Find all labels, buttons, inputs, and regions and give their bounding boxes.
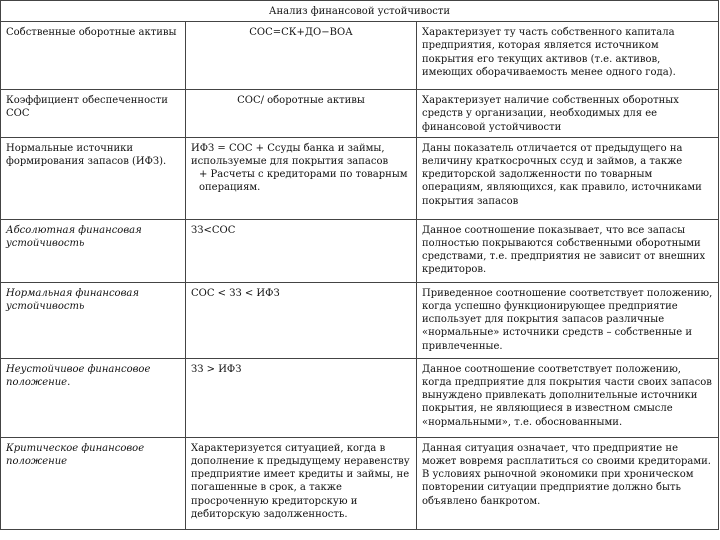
- row-formula: Характеризуется ситуацией, когда в дополнение к предыдущему неравенству предприятие имеет кредиты и займы, не погашенные в срок, а также просроченную кредиторскую и дебиторскую задолженность.: [186, 437, 417, 529]
- row-name: Нормальная финансовая устойчивость: [1, 282, 186, 358]
- row-description: Приведенное соотношение соответствует положению, когда успешно функционирующее предприятие использует для покрытия запасов различные «нормальные» источники средств – собственные и привлеченные.: [417, 282, 719, 358]
- row-description: Даны показатель отличается от предыдущего на величину краткосрочных ссуд и займов, а также кредиторской задолженности по товарным операциям, являющихся, как правило, источниками покрытия запасов: [417, 137, 719, 219]
- table-row: [1, 90, 719, 138]
- row-name: Коэффициент обеспеченности СОС: [1, 90, 186, 138]
- row-description: Данное соотношение соответствует положению, когда предприятие для покрытия части своих запасов вынуждено привлекать дополнительные источники покрытия, не являющиеся в известном смысле «нормальными», т.е. обоснованными.: [417, 358, 719, 437]
- row-description: Характеризует наличие собственных оборотных средств у организации, необходимых для ее финансовой устойчивости: [417, 90, 719, 138]
- row-name: Собственные оборотные активы: [1, 22, 186, 90]
- row-name: Нормальные источники формирования запасов (ИФЗ).: [1, 137, 186, 219]
- table-row: [1, 282, 719, 358]
- row-description: Характеризует ту часть собственного капитала предприятия, которая является источником покрытия его текущих активов (т.е. активов, имеющих оборачиваемость менее одного года).: [417, 22, 719, 90]
- row-formula: СОС=СК+ДО−ВОА: [186, 22, 417, 90]
- row-name: Критическое финансовое положение: [1, 437, 186, 529]
- row-formula: ЗЗ<СОС: [186, 219, 417, 282]
- table-row: [1, 219, 719, 282]
- row-formula: СОС < ЗЗ < ИФЗ: [186, 282, 417, 358]
- row-formula-cell: [186, 137, 417, 219]
- row-formula: ИФЗ = СОС + Ссуды банка и займы, используемые для покрытия запасов: [191, 142, 389, 168]
- row-formula-extra: + Расчеты с кредиторами по товарным операциям.: [199, 169, 408, 194]
- table-row: [1, 137, 719, 219]
- table-title-row: [1, 1, 719, 22]
- row-name: Абсолютная финансовая устойчивость: [1, 219, 186, 282]
- row-name: Неустойчивое финансовое положение.: [1, 358, 186, 437]
- row-description: Данное соотношение показывает, что все запасы полностью покрываются собственными оборотными средствами, т.е. предприятия не зависит от внешних кредиторов.: [417, 219, 719, 282]
- table-title: Анализ финансовой устойчивости: [1, 1, 719, 22]
- table-row: [1, 358, 719, 437]
- table-row: [1, 437, 719, 529]
- row-formula: СОС/ оборотные активы: [186, 90, 417, 138]
- table-row: [1, 22, 719, 90]
- row-formula: ЗЗ > ИФЗ: [186, 358, 417, 437]
- row-description: Данная ситуация означает, что предприятие не может вовремя расплатиться со своими кредиторами. В условиях рыночной экономики при хроническом повторении ситуации предприятие должно быть объявлено банкротом.: [417, 437, 719, 529]
